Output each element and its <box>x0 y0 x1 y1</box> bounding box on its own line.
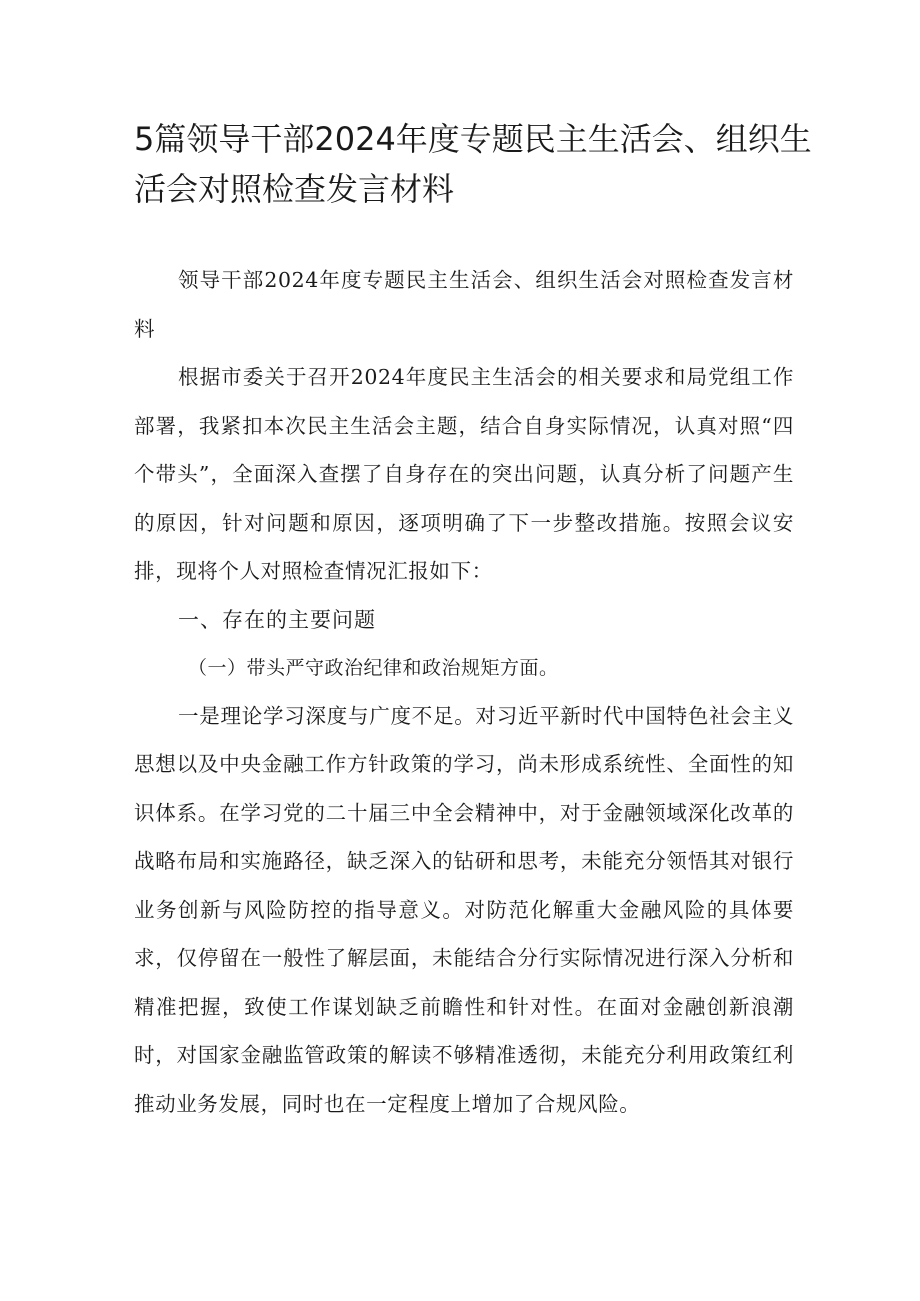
section-heading: 一、存在的主要问题 <box>178 607 376 632</box>
document-title: 5篇领导干部2024年度专题民主生活会、组织生活会对照检查发言材料 <box>134 120 812 208</box>
body-paragraph: 一是理论学习深度与广度不足。对习近平新时代中国特色社会主义思想以及中央金融工作方针政策的学习，尚未形成系统性、全面性的知识体系。在学习党的二十届三中全会精神中，对于金融领域深化改革的战略布局和实施路径，缺乏深入的钻研和思考，未能充分领悟其对银行业务创新与风险防控的指导意义。对防范化解重大金融风险的具体要求，仅停留在一般性了解层面，未能结合分行实际情况进行深入分析和精准把握，致使工作谋划缺乏前瞻性和针对性。在面对金融创新浪潮时，对国家金融监管政策的解读不够精准透彻，未能充分利用政策红利推动业务发展，同时也在一定程度上增加了合规风险。 <box>134 703 794 1116</box>
document-subtitle: 领导干部2024年度专题民主生活会、组织生活会对照检查发言材料 <box>134 268 794 341</box>
document-body <box>134 256 794 1128</box>
subsection-heading: （一）带头严守政治纪律和政治规矩方面。 <box>188 656 559 679</box>
intro-paragraph: 根据市委关于召开2024年度民主生活会的相关要求和局党组工作部署，我紧扣本次民主生活会主题，结合自身实际情况，认真对照“四个带头”，全面深入查摆了自身存在的突出问题，认真分析了问题产生的原因，针对问题和原因，逐项明确了下一步整改措施。按照会议安排，现将个人对照检查情况汇报如下： <box>134 365 794 583</box>
